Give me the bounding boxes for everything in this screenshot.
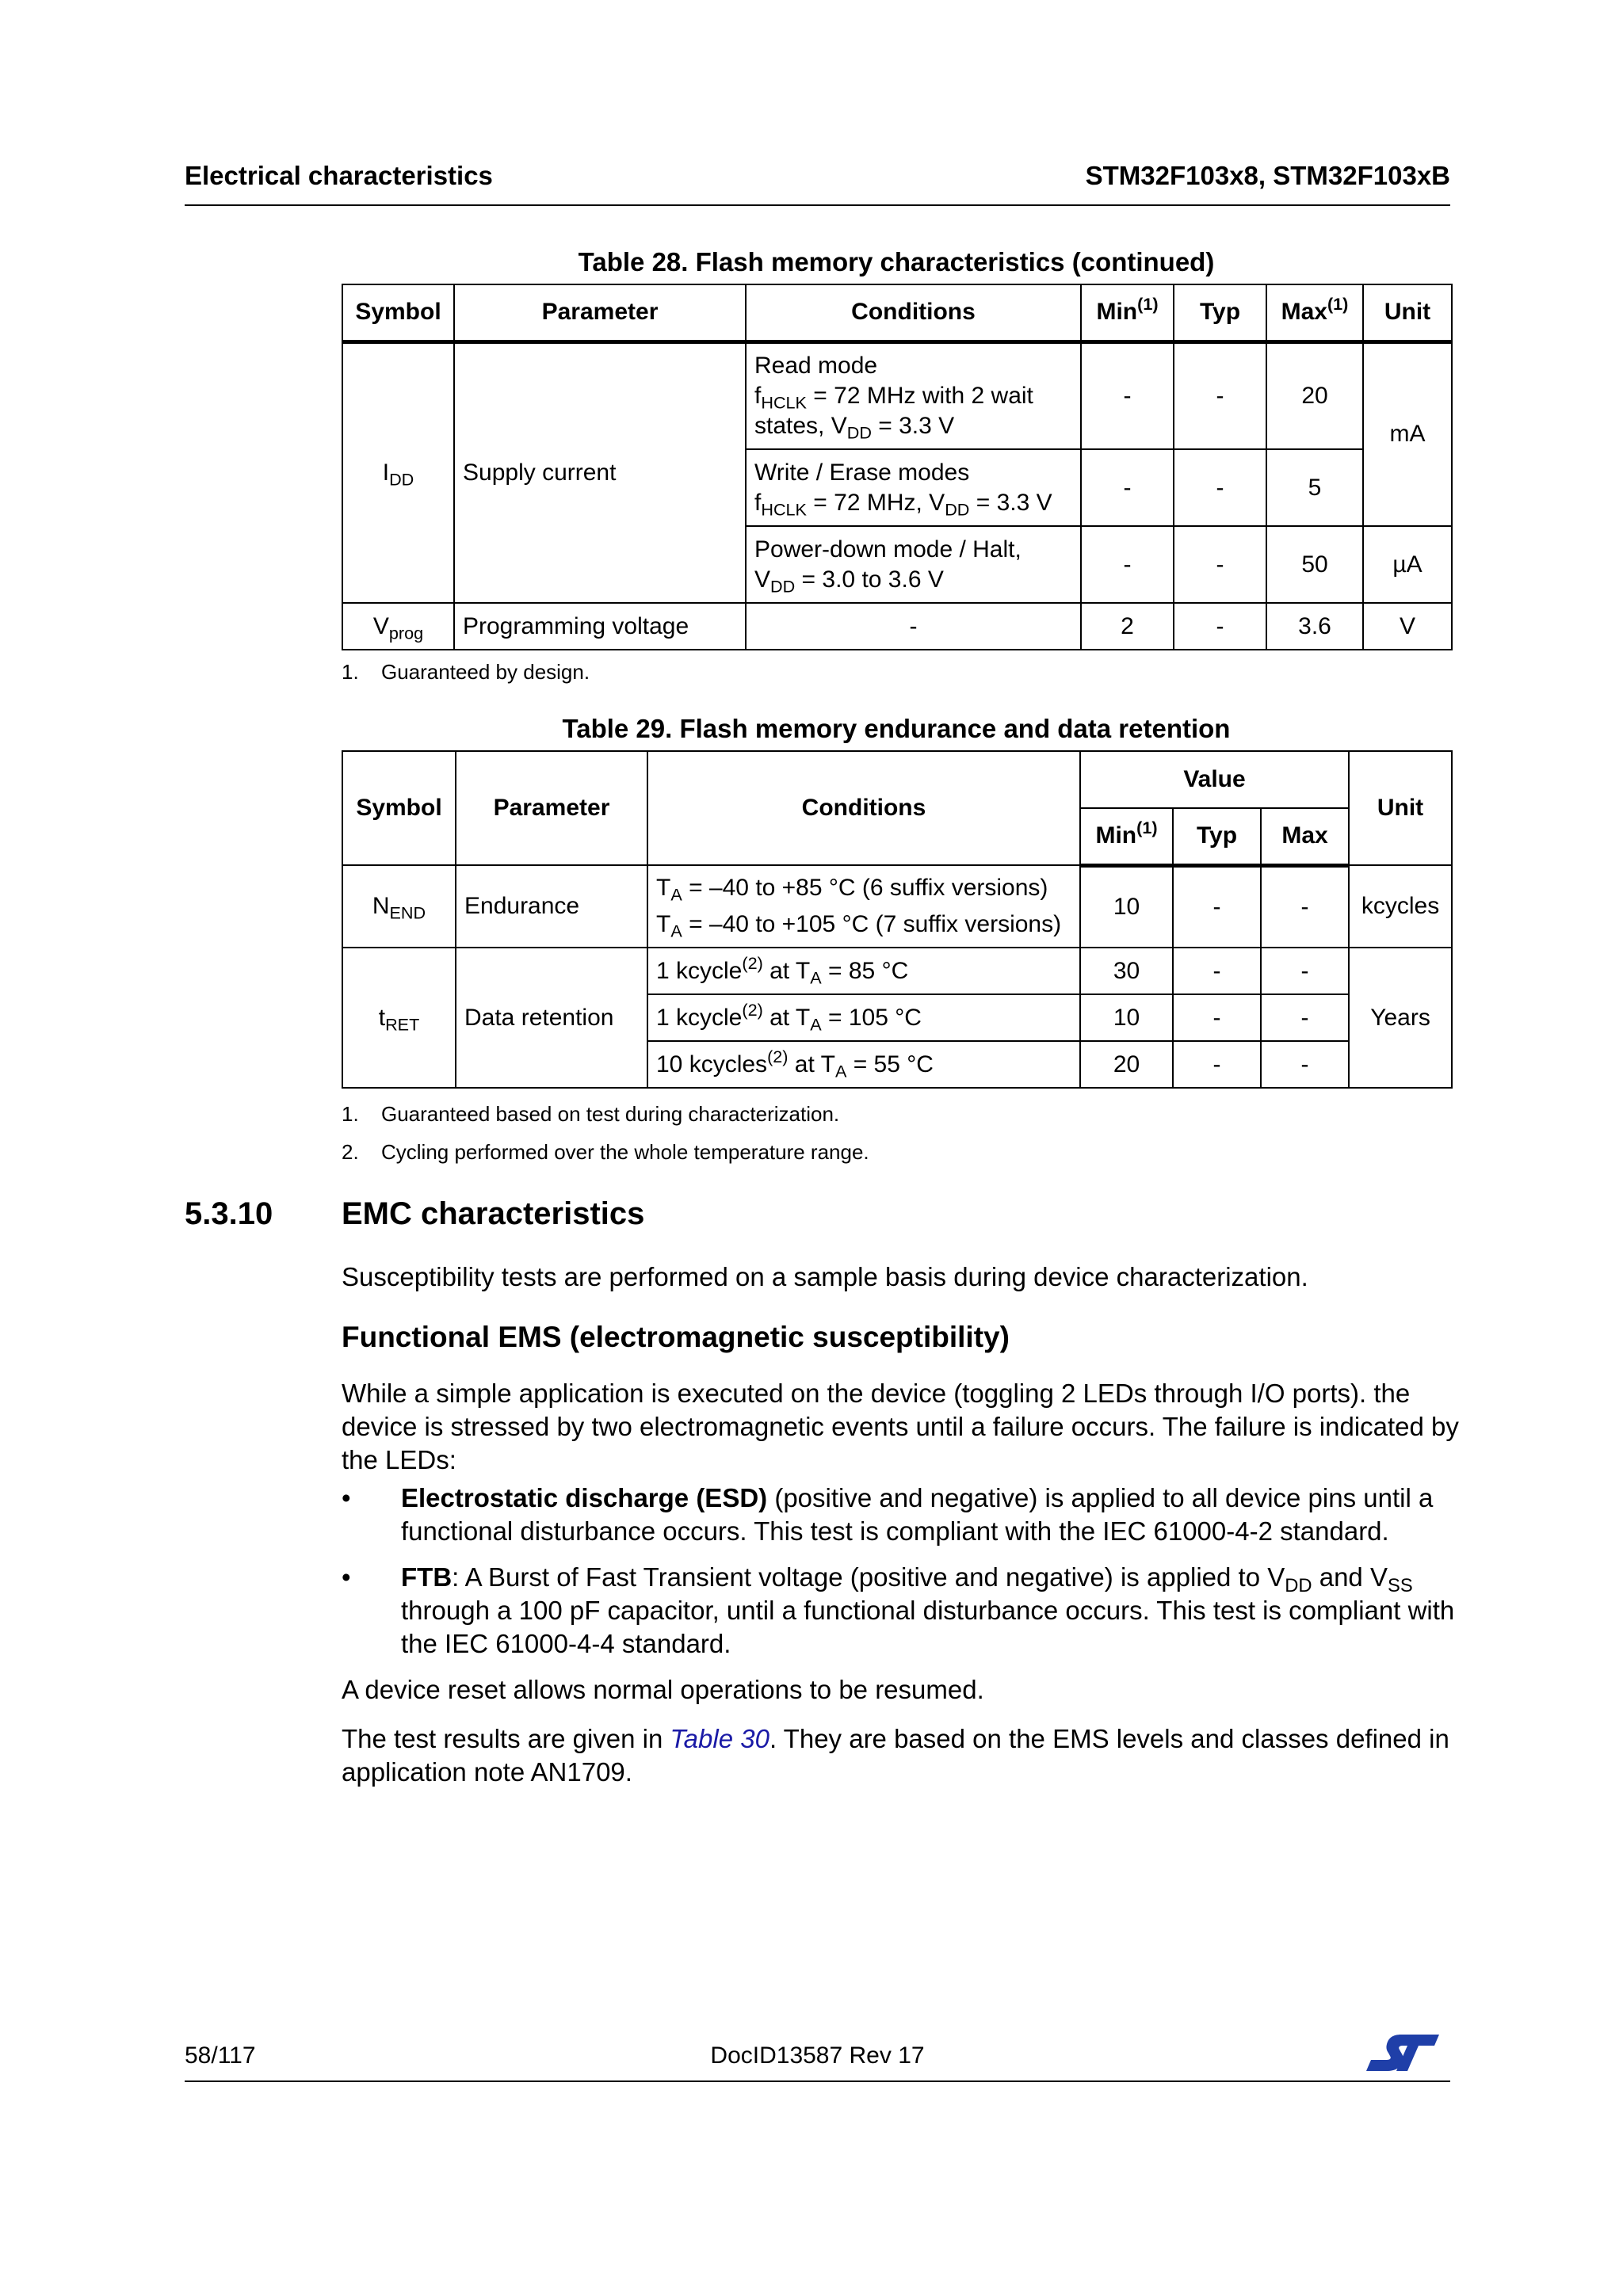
idd-symbol: $I_{DD}$ [342,341,454,603]
table28-header-min: Min$^{(1)}$ [1081,284,1174,341]
table29-header-max: Max [1261,808,1349,865]
bullet-ftb: • FTB: A Burst of Fast Transient voltage (positive and negative) is applied to $V_{DD}$ and $V_{SS}$ through a 100 pF capacitor, until a functional disturbance occurs. This test is compliant with the IEC 61000-4-4 standard. [342,1562,1455,1658]
tret-85-typ: - [1173,948,1261,994]
tret-parameter: Data retention [456,948,647,1088]
page-header [185,158,1450,206]
idd-condition-write: Write / Erase modes $f_{HCLK} = 72$ MHz, $V_{DD} = 3.3$ V [746,449,1081,526]
tret-55-typ: - [1173,1041,1261,1088]
table29-footnote-1: 1. Guaranteed based on test during characterization. [342,1102,840,1126]
vprog-symbol: $V_{prog}$ [342,603,454,650]
nend-parameter: Endurance [456,865,647,948]
idd-read-min: - [1081,341,1174,449]
tret-105-min: 10 [1080,994,1173,1041]
table28-header-conditions: Conditions [746,284,1081,341]
nend-conditions: $T_A = -40$ to +85 °C (6 suffix versions) $T_A = -40$ to +105 °C (7 suffix versions) [647,865,1080,948]
vprog-max: 3.6 [1266,603,1363,650]
nend-symbol: $N_{END}$ [342,865,456,948]
idd-unit-ma: mA [1363,341,1452,526]
bullet-dot: • [342,1562,351,1592]
idd-write-max: 5 [1266,449,1363,526]
tret-85-max: - [1261,948,1349,994]
document-id: DocID13587 Rev 17 [710,2042,925,2069]
table29-header-parameter: Parameter [456,751,647,865]
vprog-parameter: Programming voltage [454,603,746,650]
header-part-numbers: STM32F103x8, STM32F103xB [1085,161,1450,190]
section-intro: Susceptibility tests are performed on a sample basis during device characterization. [342,1262,1308,1291]
tret-condition-105: 1 kcycle$^{(2)}$ at $T_A = 105$ °C [647,994,1080,1041]
table28-header-parameter: Parameter [454,284,746,341]
paragraph-reset: A device reset allows normal operations to be resumed. [342,1675,984,1704]
table-row [342,948,1452,994]
st-logo-icon [1363,2030,1442,2076]
tret-55-max: - [1261,1041,1349,1088]
idd-parameter: Supply current [454,341,746,603]
section-title: EMC characteristics [342,1196,645,1231]
vprog-min: 2 [1081,603,1174,650]
bullet-dot: • [342,1483,351,1512]
nend-typ: - [1173,865,1261,948]
table29-header-unit: Unit [1349,751,1452,865]
table29-header-typ: Typ [1173,808,1261,865]
table29-footnote-2: 2. Cycling performed over the whole temperature range. [342,1140,869,1164]
tret-55-min: 20 [1080,1041,1173,1088]
tret-unit: Years [1349,948,1452,1088]
table-row [342,865,1452,948]
nend-min: 10 [1080,865,1173,948]
table28-header-symbol: Symbol [342,284,454,341]
table28-footnote: 1. Guaranteed by design. [342,660,590,684]
idd-powerdown-min: - [1081,526,1174,603]
paragraph-results: The test results are given in Table 30. They are based on the EMS levels and classes defined in application note AN1709. [342,1724,1449,1787]
table-row [342,341,1452,449]
paragraph-test-description: While a simple application is executed on the device (toggling 2 LEDs through I/O ports). the device is stressed by two electromagnetic events until a failure occurs. The failure is indicated by the LEDs: [342,1379,1459,1474]
page-footer [185,2035,1450,2082]
idd-read-max: 20 [1266,341,1363,449]
nend-max: - [1261,865,1349,948]
idd-powerdown-max: 50 [1266,526,1363,603]
tret-condition-55: 10 kcycles$^{(2)}$ at $T_A = 55$ °C [647,1041,1080,1088]
table29 [342,750,1453,1089]
nend-unit: kcycles [1349,865,1452,948]
subsection-heading: Functional EMS (electromagnetic susceptibility) [342,1321,1010,1353]
page-number: 58/117 [185,2042,256,2069]
table28-header-max: Max$^{(1)}$ [1266,284,1363,341]
tret-105-max: - [1261,994,1349,1041]
tret-symbol: $t_{RET}$ [342,948,456,1088]
table28-header-typ: Typ [1174,284,1266,341]
table28-header-unit: Unit [1363,284,1452,341]
tret-condition-85: 1 kcycle$^{(2)}$ at $T_A = 85$ °C [647,948,1080,994]
tret-105-typ: - [1173,994,1261,1041]
tret-85-min: 30 [1080,948,1173,994]
table28-caption: Table 28. Flash memory characteristics (continued) [578,247,1215,277]
idd-powerdown-typ: - [1174,526,1266,603]
table28 [342,284,1453,650]
section-number: 5.3.10 [185,1196,273,1231]
table29-header-symbol: Symbol [342,751,456,865]
vprog-typ: - [1174,603,1266,650]
table29-header-min: Min$^{(1)}$ [1080,808,1173,865]
idd-read-typ: - [1174,341,1266,449]
vprog-conditions: - [746,603,1081,650]
table29-header-value: Value [1080,751,1349,808]
idd-write-min: - [1081,449,1174,526]
table29-header-conditions: Conditions [647,751,1080,865]
idd-condition-powerdown: Power-down mode / Halt, $V_{DD} = 3.0$ to 3.6 V [746,526,1081,603]
idd-powerdown-unit: µA [1363,526,1452,603]
table29-caption: Table 29. Flash memory endurance and data retention [562,714,1231,743]
header-section-title: Electrical characteristics [185,161,493,190]
vprog-unit: V [1363,603,1452,650]
table30-link[interactable]: Table 30 [670,1724,769,1753]
bullet-esd: • Electrostatic discharge (ESD) (positive and negative) is applied to all device pins until a functional disturbance occurs. This test is compliant with the IEC 61000-4-2 standard. [342,1483,1434,1546]
idd-write-typ: - [1174,449,1266,526]
idd-condition-read: Read mode $f_{HCLK} = 72$ MHz with 2 wait states, $V_{DD} = 3.3$ V [746,341,1081,449]
table-row [342,603,1452,650]
